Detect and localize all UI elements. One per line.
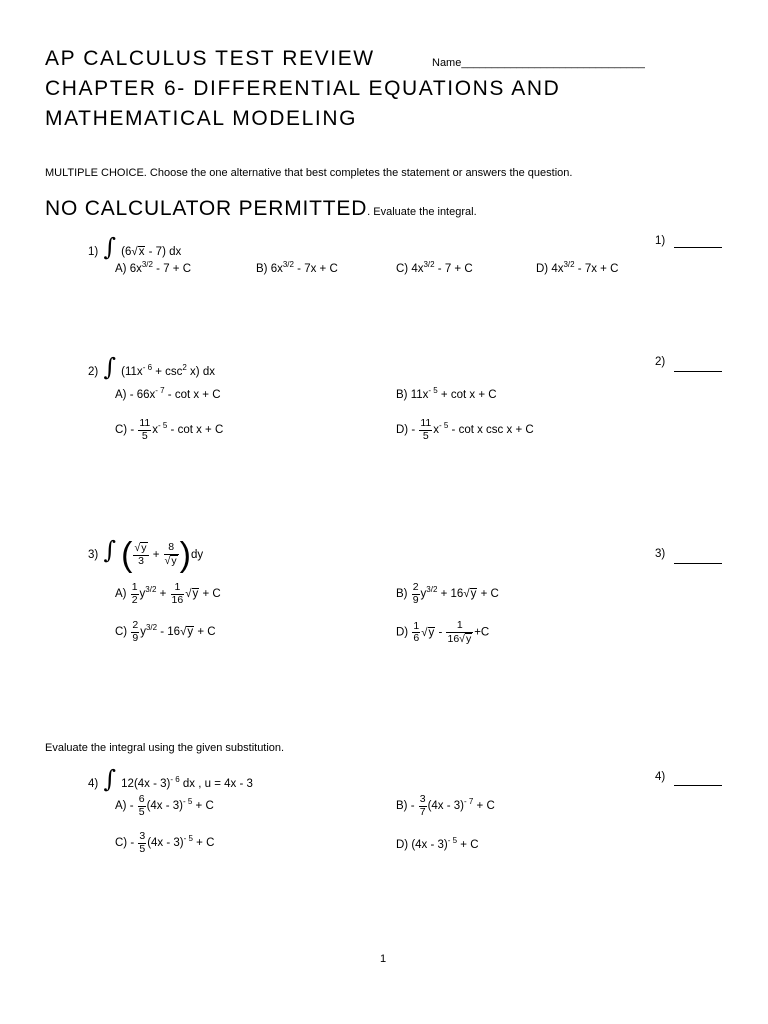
choice-b[interactable]: B) $6x^{3/2} - 7x + C$ — [256, 260, 338, 275]
fraction: $\frac{11}{5}$ — [139, 417, 151, 442]
question-4: 4) ∫ 12(4x - 3)$^{- 6}$ dx , u = 4x - 3 — [88, 765, 253, 793]
integral-sign-icon: ∫ — [103, 353, 116, 381]
no-calculator-heading: NO CALCULATOR PERMITTED — [45, 197, 368, 220]
fraction: $\frac{3}{7}$ — [419, 793, 426, 818]
choice-c[interactable]: C) - $\frac{11}{5}$ $x^{- 5} - \cot x + C$ — [115, 417, 224, 442]
integral-sign-icon: ∫ — [103, 765, 116, 793]
fraction: $\frac{1}{6}$ — [413, 619, 420, 645]
choice-c[interactable]: C) - $\frac{3}{5}$ (4x - 3)$^{- 5}$ + C — [115, 830, 215, 855]
section-subheading: . Evaluate the integral. — [367, 206, 477, 218]
choice-b[interactable]: B) $\frac{2}{9}$ $y^{3/2} + 16√y + C$ — [396, 581, 499, 606]
question-number: 2) — [88, 366, 99, 378]
name-field[interactable] — [432, 58, 645, 69]
fraction: $\frac{6}{5}$ — [138, 793, 145, 818]
choice-a[interactable]: A) $\frac{1}{2}$ $y^{3/2}$ + $\frac{1}{16}$ √y + C — [115, 581, 221, 606]
sqrt-icon: √x — [131, 246, 145, 258]
left-paren-icon: ( — [121, 536, 133, 574]
fraction: $\frac{8}{√y}$ — [164, 541, 177, 567]
integral-sign-icon: ∫ — [103, 536, 116, 565]
choice-a[interactable]: $A) - 66x^{- 7} - \cot x + C$ — [115, 386, 221, 401]
fraction: $\frac{3}{5}$ — [139, 830, 146, 855]
question-number: 3) — [88, 549, 99, 562]
choice-d[interactable]: D) - $\frac{11}{5}$ $x^{- 5}$ - cot x csc x + C — [396, 417, 534, 442]
section-heading — [45, 198, 477, 220]
name-label: Name — [432, 57, 462, 69]
choice-c[interactable]: C) $\frac{2}{9}$ $y^{3/2} - 16√y + C$ — [115, 619, 216, 644]
question-number: 4) — [88, 778, 99, 790]
answer-blank[interactable] — [674, 247, 722, 248]
answer-label: 2) — [655, 356, 666, 368]
fraction: $\frac{11}{5}$ — [420, 417, 432, 442]
fraction: $\frac{1}{16}$ — [171, 581, 184, 606]
fraction: $\frac{√y}{3}$ — [134, 542, 147, 567]
fraction: $\frac{1}{2}$ — [131, 581, 138, 606]
answer-label: 4) — [655, 771, 666, 783]
answer-blank[interactable] — [674, 371, 722, 372]
fraction: $\frac{1}{16√y}$ — [447, 619, 472, 645]
choice-d[interactable]: D) $\frac{1}{6}$ √y - $\frac{1}{16√y}$ +C — [396, 619, 490, 645]
question-2: 2) ∫ $(11x^{- 6} + \csc^2 x)$ dx — [88, 353, 215, 381]
choice-a[interactable]: A) - $\frac{6}{5}$ (4x - 3)$^{- 5}$ + C — [115, 793, 214, 818]
choice-b[interactable]: B) $11x^{- 5} + \cot x + C$ — [396, 386, 497, 401]
substitution-heading: Evaluate the integral using the given substitution. — [45, 742, 285, 754]
question-1 — [88, 235, 181, 259]
answer-label: 1) — [655, 235, 666, 247]
question-prompt-part: - 7) dx — [145, 246, 182, 258]
answer-label: 3) — [655, 548, 666, 560]
choice-d[interactable]: D) (4x - 3)$^{- 5}$ + C — [396, 836, 479, 851]
fraction: $\frac{2}{9}$ — [412, 581, 419, 606]
title-line-3: MATHEMATICAL MODELING — [45, 107, 358, 130]
fraction: $\frac{2}{9}$ — [132, 619, 139, 644]
answer-blank[interactable] — [674, 785, 722, 786]
question-prompt-part: (6 — [121, 246, 132, 258]
answer-blank[interactable] — [674, 563, 722, 564]
page-number: 1 — [380, 953, 387, 965]
title-line-2: CHAPTER 6- DIFFERENTIAL EQUATIONS AND — [45, 77, 561, 100]
integral-sign-icon: ∫ — [103, 233, 116, 261]
question-number: 1) — [88, 246, 99, 258]
question-3: 3) ∫ ( $\frac{√y}{3}$ + $\frac{8}{√y}$ )dy — [88, 536, 204, 574]
choice-c[interactable]: C) $4x^{3/2} - 7 + C$ — [396, 260, 473, 275]
title-line-1: AP CALCULUS TEST REVIEW — [45, 47, 375, 70]
choice-b[interactable]: B) - $\frac{3}{7}$ (4x - 3)$^{- 7}$ + C — [396, 793, 495, 818]
choice-a[interactable]: A) $6x^{3/2} - 7 + C$ — [115, 260, 191, 275]
name-blank: ______________________________ — [461, 57, 645, 69]
choice-d[interactable]: D) $4x^{3/2} - 7x + C$ — [536, 260, 619, 275]
right-paren-icon: ) — [179, 536, 191, 574]
instructions: MULTIPLE CHOICE. Choose the one alternative that best completes the statement or answers the question. — [45, 167, 573, 179]
